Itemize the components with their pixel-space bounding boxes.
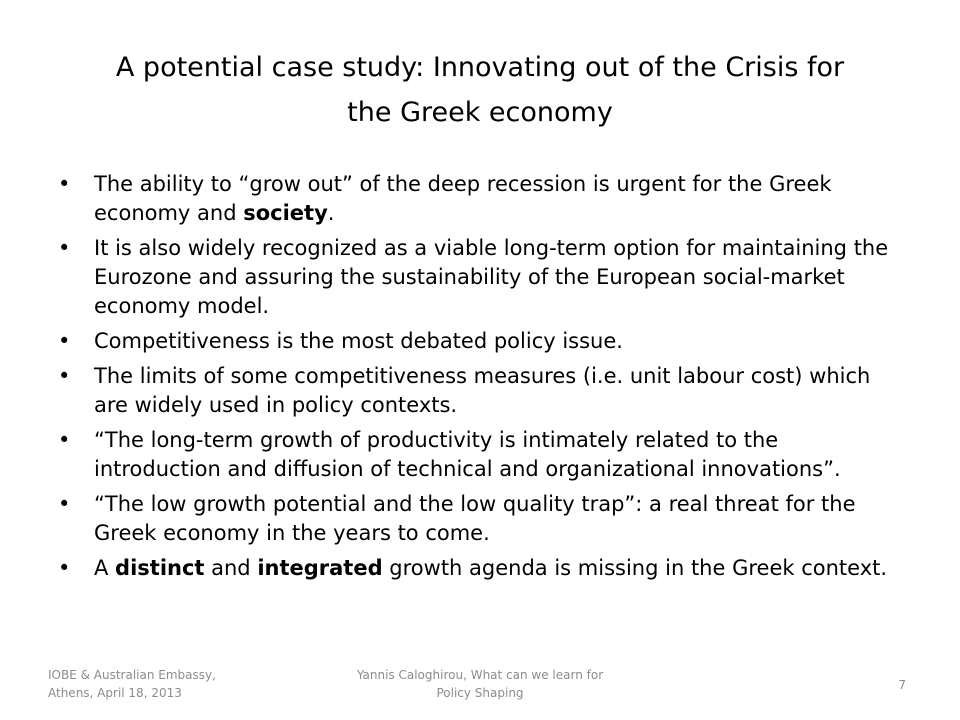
- bullet-item: [58, 234, 900, 321]
- bullet-text: [94, 492, 856, 545]
- bullet-text: [94, 172, 832, 225]
- bullet-text-run: .: [327, 201, 335, 225]
- footer-organizer-line-2: Athens, April 18, 2013: [48, 686, 182, 700]
- bullet-point-icon: •: [58, 236, 71, 260]
- bullet-item: [58, 327, 900, 356]
- slide-title: [60, 45, 900, 135]
- bullet-emphasis: distinct: [115, 556, 205, 580]
- bullet-item: [58, 426, 900, 484]
- slide-title-line-2: the Greek economy: [347, 97, 613, 128]
- bullet-text: [94, 236, 888, 318]
- bullet-text: [94, 364, 870, 417]
- bullet-text-run: It is also widely recognized as a viable long-term option for maintaining the Eurozone and assuring the sustainability of the European social-market economy model.: [94, 236, 889, 318]
- bullet-point-icon: •: [58, 556, 71, 580]
- bullet-item: [58, 554, 900, 583]
- bullet-item: [58, 170, 900, 228]
- footer-presenter-line-1: Yannis Caloghirou, What can we learn for: [356, 668, 604, 682]
- footer-organizer: [48, 666, 308, 702]
- slide-title-line-1: A potential case study: Innovating out of the Crisis for: [115, 52, 845, 83]
- bullet-point-icon: •: [58, 329, 71, 353]
- bullet-item: [58, 490, 900, 548]
- bullet-point-icon: •: [58, 364, 71, 388]
- bullet-item: [58, 362, 900, 420]
- bullet-text-run: A: [94, 556, 116, 580]
- bullet-point-icon: •: [58, 172, 71, 196]
- bullet-text-run: and: [204, 556, 258, 580]
- bullet-list: [58, 170, 900, 589]
- bullet-text-run: The ability to “grow out” of the deep recession is urgent for the Greek economy and: [94, 172, 832, 225]
- bullet-emphasis: society: [243, 201, 328, 225]
- bullet-point-icon: •: [58, 492, 71, 516]
- bullet-text-run: Competitiveness is the most debated policy issue.: [94, 329, 623, 353]
- footer-presenter: [320, 666, 640, 702]
- bullet-text-run: The limits of some competitiveness measures (i.e. unit labour cost) which are widely used in policy contexts.: [94, 364, 871, 417]
- footer-presenter-line-2: Policy Shaping: [436, 686, 524, 700]
- bullet-text: [94, 329, 623, 353]
- bullet-text-run: growth agenda is missing in the Greek context.: [382, 556, 888, 580]
- bullet-emphasis: integrated: [257, 556, 383, 580]
- bullet-text-run: “The long-term growth of productivity is intimately related to the introduction and diffusion of technical and organizational innovations”.: [94, 428, 841, 481]
- page-number: 7: [898, 678, 906, 692]
- bullet-text-run: “The low growth potential and the low quality trap”: a real threat for the Greek economy in the years to come.: [94, 492, 856, 545]
- footer-organizer-line-1: IOBE & Australian Embassy,: [48, 668, 216, 682]
- bullet-point-icon: •: [58, 428, 71, 452]
- bullet-text: [94, 556, 887, 580]
- bullet-text: [94, 428, 841, 481]
